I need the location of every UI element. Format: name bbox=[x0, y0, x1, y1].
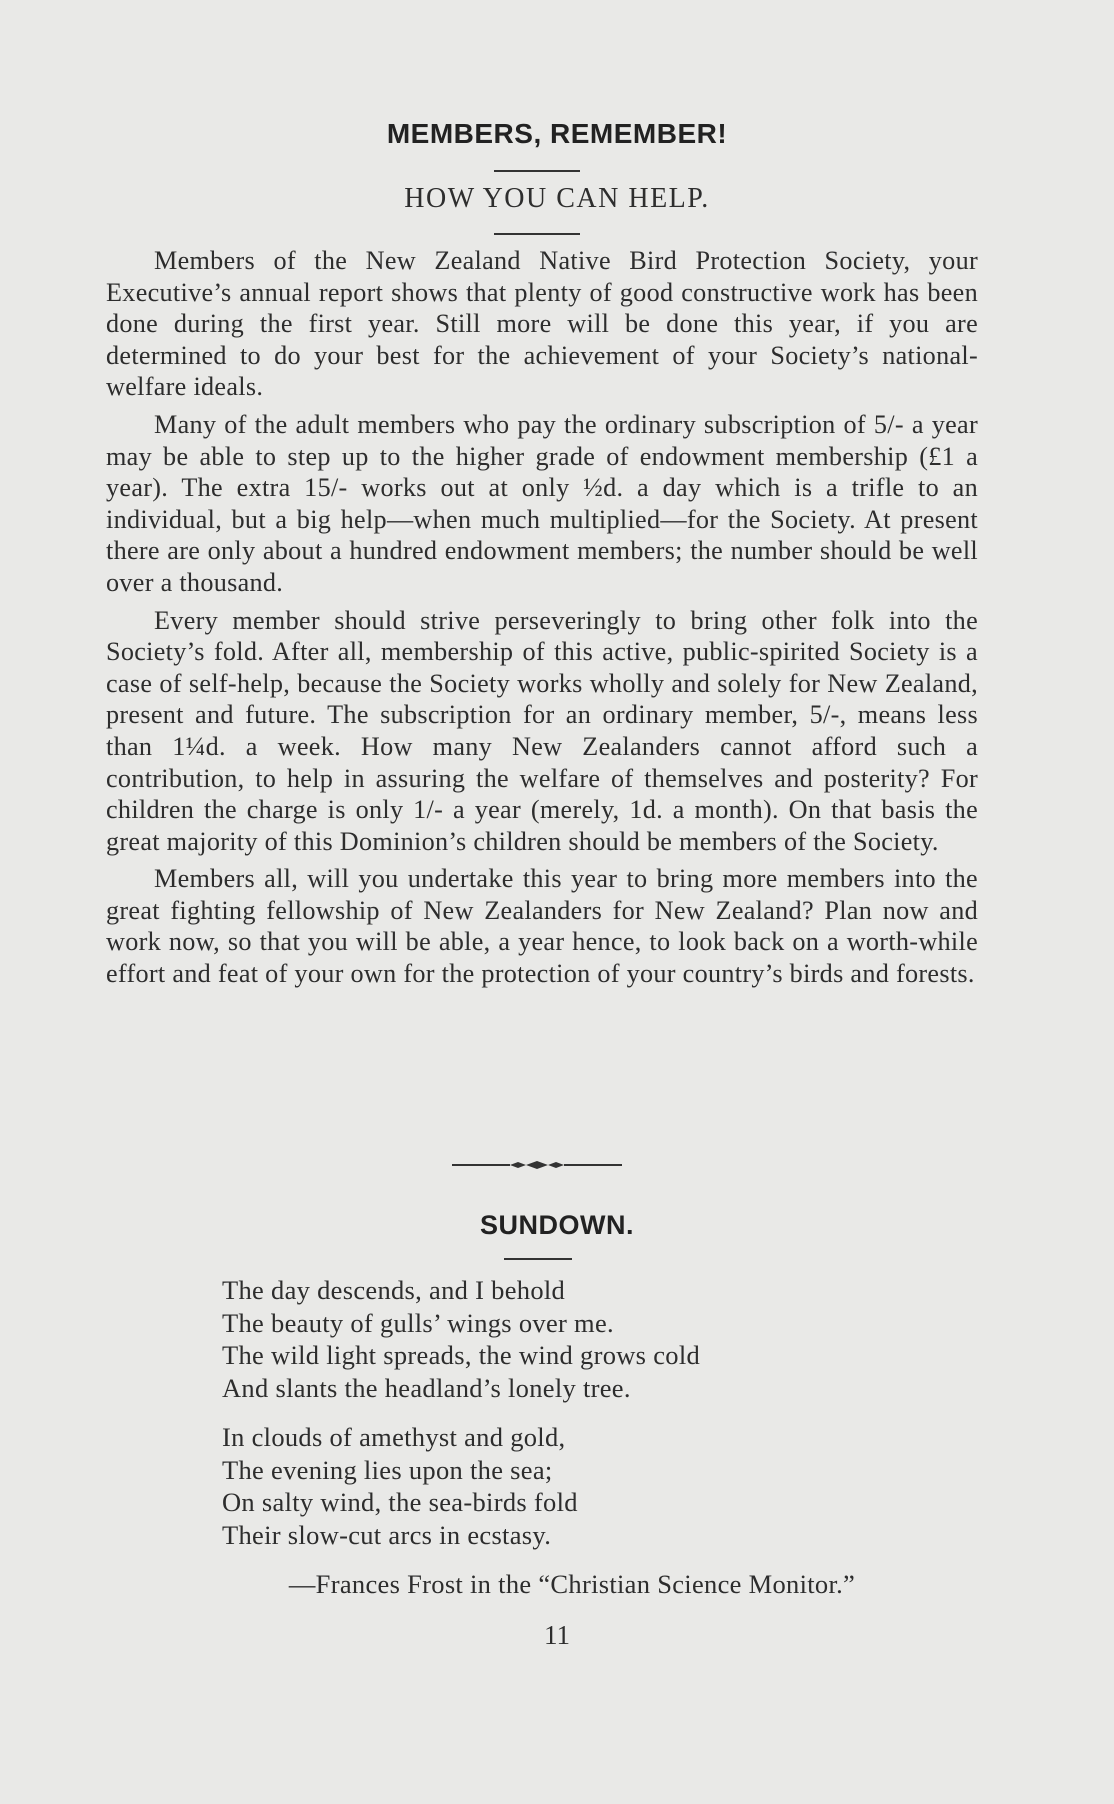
subtitle-rule bbox=[494, 233, 580, 235]
poem-title-rule bbox=[504, 1258, 572, 1260]
paragraph-3: Every member should strive perseveringly to bring other folk into the Society’s fold. After all, membership of this active, public-spirited Society is a case of self-help, because the Society works wholly and solely for New Zealand, present and future. The subscription for an ordinary member, 5/-, means less than 1¼d. a week. How many New Zealanders cannot afford such a contribution, to help in assuring the welfare of themselves and posterity? For children the charge is only 1/- a year (merely, 1d. a month). On that basis the great majority of this Dominion’s children should be members of the Society. bbox=[106, 605, 978, 856]
article-title: MEMBERS, REMEMBER! bbox=[386, 118, 728, 149]
paragraph-1: Members of the New Zealand Native Bird Protection Society, your Executive’s annual report shows that plenty of good constructive work has been done during the first year. Still more will be done this year, if you are determined to do your best for the achievement of your Society’s national-welfare ideals. bbox=[106, 246, 978, 402]
poem-stanza-1 bbox=[222, 1274, 922, 1404]
poem-line: The beauty of gulls’ wings over me. bbox=[222, 1307, 614, 1338]
ornament-divider-icon bbox=[452, 1158, 622, 1172]
poem-line: The evening lies upon the sea; bbox=[222, 1454, 553, 1485]
poem-stanza-2 bbox=[222, 1421, 922, 1551]
article-subtitle: HOW YOU CAN HELP. bbox=[404, 183, 710, 214]
title-rule bbox=[494, 170, 580, 172]
poem-line: And slants the headland’s lonely tree. bbox=[222, 1372, 631, 1403]
poem-title: SUNDOWN. bbox=[480, 1210, 634, 1240]
poem-line: In clouds of amethyst and gold, bbox=[222, 1422, 566, 1452]
poem-attribution: —Frances Frost in the “Christian Science Monitor.” bbox=[288, 1569, 856, 1599]
paragraph-2: Many of the adult members who pay the ordinary subscription of 5/- a year may be able to step up to the higher grade of endowment membership (£1 a year). The extra 15/- works out at only ½d. a day which is a trifle to an individual, but a big help—when much multiplied—for the Society. At present there are only about a hundred endowment members; the number should be well over a thousand. bbox=[106, 409, 978, 597]
poem-line: The day descends, and I behold bbox=[222, 1275, 566, 1305]
poem-line: Their slow-cut arcs in ecstasy. bbox=[222, 1519, 552, 1550]
poem-line: On salty wind, the sea-birds fold bbox=[222, 1487, 578, 1517]
paragraph-4: Members all, will you undertake this year to bring more members into the great fighting fellowship of New Zealanders for New Zealand? Plan now and work now, so that you will be able, a year hence, to look back on a worth-while effort and feat of your own for the protection of your country’s birds and forests. bbox=[106, 864, 978, 989]
poem-line: The wild light spreads, the wind grows cold bbox=[222, 1340, 701, 1370]
page-number: 11 bbox=[544, 1620, 570, 1650]
article-body bbox=[106, 245, 978, 996]
